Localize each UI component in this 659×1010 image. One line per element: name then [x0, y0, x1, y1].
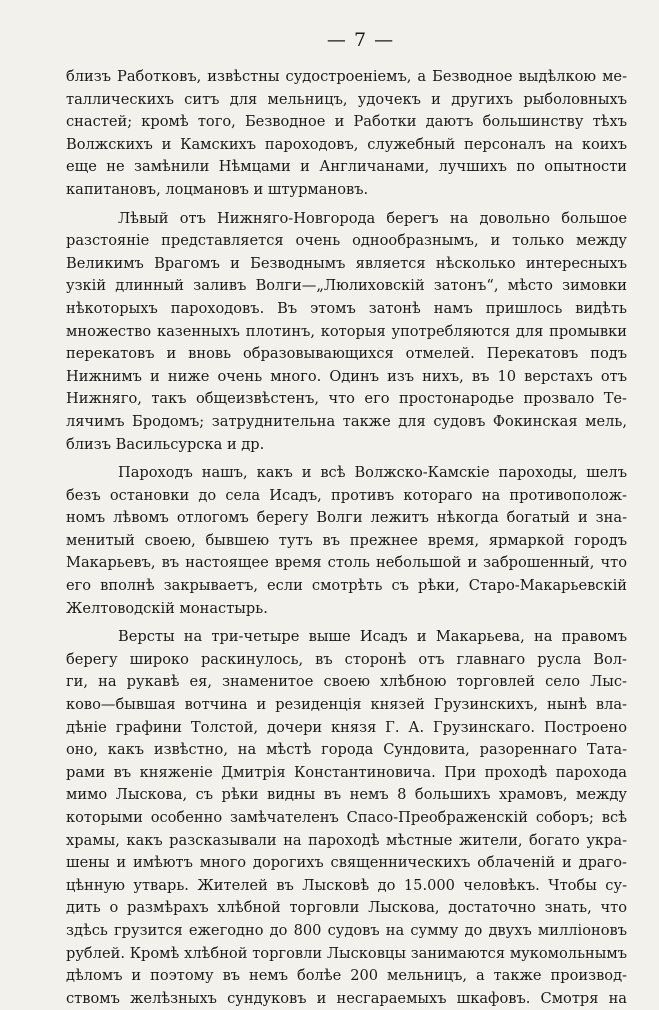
text-line: ствомъ желѣзныхъ сундуковъ и несгараемыхъ шкафовъ. Смотря на — [66, 989, 627, 1007]
text-line: менитый своею, бывшею тутъ въ прежнее время, ярмаркой городъ — [66, 531, 627, 549]
text-line: которыми особенно замѣчателенъ Спасо-Преображенскій соборъ; всѣ — [66, 809, 627, 826]
text-line: Макарьевъ, въ настоящее время столь небольшой и заброшенный, что — [66, 554, 627, 572]
text-line: снастей; кромѣ того, Безводное и Работки даютъ большинству тѣхъ — [66, 113, 627, 131]
text-line: здѣсь грузится ежегодно до 800 судовъ на сумму до двухъ милліоновъ — [66, 921, 627, 939]
text-line: близъ Работковъ, извѣстны судостроеніемъ, а Безводное выдѣлкою ме- — [66, 68, 627, 85]
text-line: Желтоводскій монастырь. — [66, 599, 268, 617]
text-line: таллическихъ ситъ для мельницъ, удочекъ и другихъ рыболовныхъ — [66, 90, 627, 108]
text-line: Лѣвый отъ Нижняго-Новгорода берегъ на довольно большое — [118, 209, 627, 227]
text-line: множество казенныхъ плотинъ, которыя употребляются для промывки — [66, 322, 627, 340]
text-line: перекатовъ и вновь образовывающихся отмелей. Перекатовъ подъ — [66, 345, 627, 363]
paragraph — [66, 66, 627, 202]
text-line: ково—бывшая вотчина и резиденція князей Грузинскихъ, нынѣ вла- — [66, 696, 627, 714]
paragraph — [66, 208, 627, 457]
text-line: безъ остановки до села Исадъ, противъ котораго на противополож- — [66, 486, 627, 504]
text-line: Нижняго, такъ общеизвѣстенъ, что его простонародье прозвало Те- — [66, 390, 627, 408]
text-body — [66, 66, 627, 1010]
text-line: оно, какъ извѣстно, на мѣстѣ города Сундовита, разореннаго Тата- — [66, 741, 627, 759]
text-line: Великимъ Врагомъ и Безводнымъ является нѣсколько интересныхъ — [66, 254, 627, 272]
text-line: капитановъ, лоцмановъ и штурмановъ. — [66, 180, 369, 198]
text-line: мимо Лыскова, съ рѣки видны въ немъ 8 большихъ храмовъ, между — [66, 786, 627, 804]
text-line: номъ лѣвомъ отлогомъ берегу Волги лежитъ нѣкогда богатый и зна- — [66, 509, 627, 527]
text-line: разстояніе представляется очень однообразнымъ, и только между — [66, 232, 627, 250]
text-line: храмы, какъ разсказывали на пароходѣ мѣстные жители, богато укра- — [66, 831, 627, 849]
text-line: Волжскихъ и Камскихъ пароходовъ, служебный персоналъ на коихъ — [66, 135, 627, 153]
text-line: его вполнѣ закрываетъ, если смотрѣть съ рѣки, Старо-Макарьевскій — [66, 577, 627, 595]
text-line: берегу широко раскинулось, въ сторонѣ отъ главнаго русла Вол- — [66, 650, 627, 668]
text-line: рублей. Кромѣ хлѣбной торговли Лысковцы занимаются мукомольнымъ — [66, 944, 627, 962]
text-line: Версты на три-четыре выше Исадъ и Макарьева, на правомъ — [118, 628, 627, 646]
text-line: дѣніе графини Толстой, дочери князя Г. А. Грузинскаго. Построено — [66, 718, 627, 736]
text-line: рами въ княженіе Дмитрія Константиновича. При проходѣ парохода — [66, 763, 627, 781]
text-line: лячимъ Бродомъ; затруднительна также для судовъ Фокинская мель, — [66, 412, 627, 430]
text-line: дѣломъ и поэтому въ немъ болѣе 200 мельницъ, а также производ- — [66, 967, 627, 985]
text-line: дить о размѣрахъ хлѣбной торговли Лыскова, достаточно знать, что — [66, 899, 627, 917]
text-line: цѣнную утварь. Жителей въ Лысковѣ до 15.000 человѣкъ. Чтобы су- — [66, 876, 627, 894]
text-line: ги, на рукавѣ ея, знаменитое своею хлѣбною торговлей село Лыс- — [66, 673, 627, 691]
paragraph — [66, 462, 627, 620]
text-line: нѣкоторыхъ пароходовъ. Въ этомъ затонѣ намъ пришлось видѣть — [66, 299, 627, 317]
text-line: Пароходъ нашъ, какъ и всѣ Волжско-Камскіе пароходы, шелъ — [118, 464, 627, 482]
text-line: еще не замѣнили Нѣмцами и Англичанами, лучшихъ по опытности — [66, 158, 627, 176]
text-line: шены и имѣютъ много дорогихъ священническихъ облаченій и драго- — [66, 854, 627, 872]
paragraph — [66, 626, 627, 1010]
page-number: — 7 — — [326, 29, 395, 51]
text-line: близъ Васильсурска и др. — [66, 435, 265, 453]
text-line: Нижнимъ и ниже очень много. Одинъ изъ нихъ, въ 10 верстахъ отъ — [66, 367, 627, 385]
text-line: узкій длинный заливъ Волги—„Люлиховскій затонъ“, мѣсто зимовки — [66, 277, 627, 295]
